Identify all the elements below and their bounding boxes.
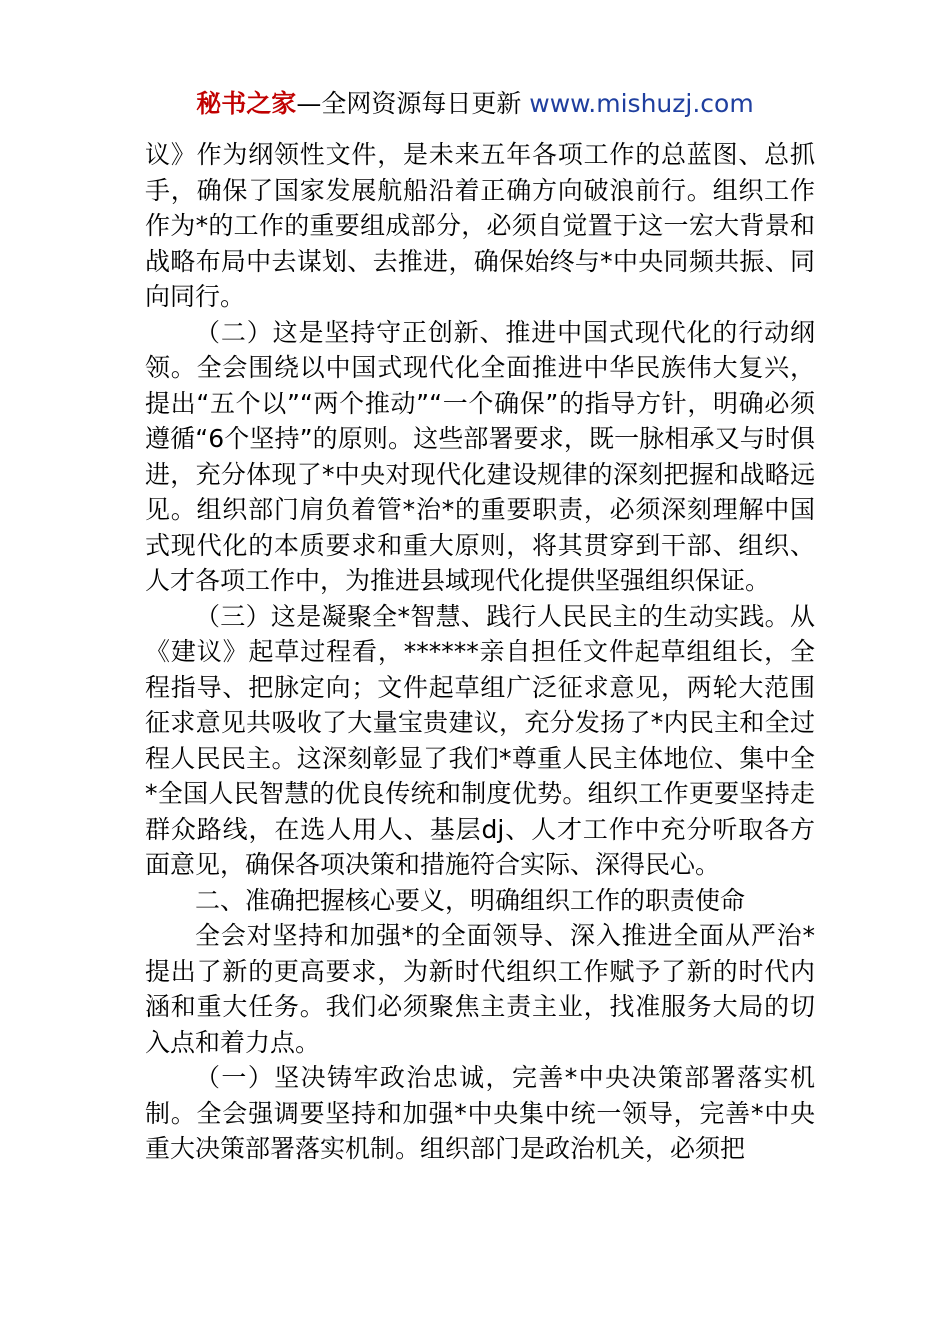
paragraph-section-2: （二）这是坚持守正创新、推进中国式现代化的行动纲领。全会围绕以中国式现代化全面推进中华民族伟大复兴，提出“五个以”“两个推动”“一个确保”的指导方针，明确必须遵循“6个坚持”的原则。这些部署要求，既一脉相承又与时俱进，充分体现了*中央对现代化建设规律的深刻把握和战略远见。组织部门肩负着管*治*的重要职责，必须深刻理解中国式现代化的本质要求和重大原则，将其贯穿到干部、组织、人才各项工作中，为推进县域现代化提供坚强组织保证。: [145, 317, 815, 595]
page-header: [0, 86, 950, 122]
header-slogan: —全网资源每日更新: [296, 89, 530, 118]
header-brand: 秘书之家: [196, 89, 297, 118]
paragraph-section-3: （三）这是凝聚全*智慧、践行人民民主的生动实践。从《建议》起草过程看，******亲自担任文件起草组组长，全程指导、把脉定向；文件起草组广泛征求意见，两轮大范围征求意见共吸收了大量宝贵建议，充分发扬了*内民主和全过程人民民主。这深刻彰显了我们*尊重人民主体地位、集中全*全国人民智慧的优良传统和制度优势。组织工作更要坚持走群众路线，在选人用人、基层dj、人才工作中充分听取各方面意见，确保各项决策和措施符合实际、深得民心。: [145, 601, 815, 879]
paragraph-part-2-intro: 全会对坚持和加强*的全面领导、深入推进全面从严治*提出了新的更高要求，为新时代组织工作赋予了新的时代内涵和重大任务。我们必须聚焦主责主业，找准服务大局的切入点和着力点。: [145, 921, 815, 1057]
document-body: [145, 137, 815, 1167]
paragraph-part-2-section-1: （一）坚决铸牢政治忠诚，完善*中央决策部署落实机制。全会强调要坚持和加强*中央集中统一领导，完善*中央重大决策部署落实机制。组织部门是政治机关，必须把: [145, 1063, 815, 1163]
header-url[interactable]: www.mishuzj.com: [529, 89, 754, 118]
heading-part-2: 二、准确把握核心要义，明确组织工作的职责使命: [195, 885, 746, 915]
paragraph-continuation: 议》作为纲领性文件，是未来五年各项工作的总蓝图、总抓手，确保了国家发展航船沿着正确方向破浪前行。组织工作作为*的工作的重要组成部分，必须自觉置于这一宏大背景和战略布局中去谋划、去推进，确保始终与*中央同频共振、同向同行。: [145, 140, 815, 311]
